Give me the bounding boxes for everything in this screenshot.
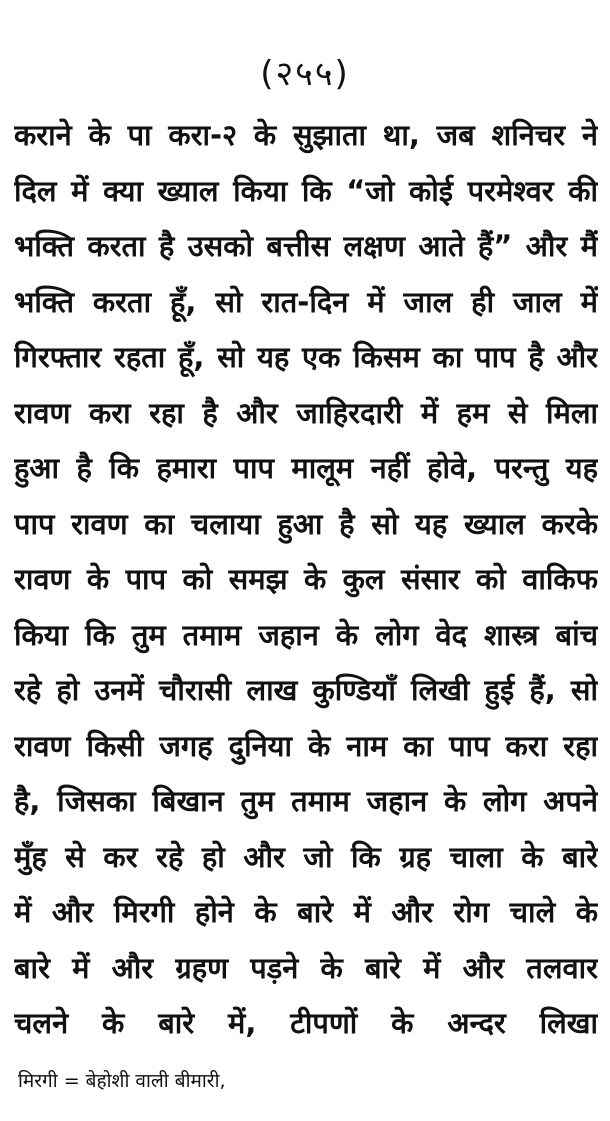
- text-line: भक्ति करता है उसको बत्तीस लक्षण आते हैं” और मैं: [14, 229, 598, 263]
- text-line: गिरफ्तार रहता हूँ, सो यह एक किसम का पाप है और: [14, 340, 598, 374]
- text-line: मुँह से कर रहे हो और जो कि ग्रह चाला के बारे: [14, 839, 598, 874]
- text-line: दिल में क्या ख्याल किया कि “जो कोई परमेश्वर की: [14, 173, 598, 208]
- text-line: किया कि तुम तमाम जहान के लोग वेद शास्त्र बांच: [14, 617, 598, 652]
- text-line: कराने के पा करा-२ के सुझाता था, जब शनिचर ने: [14, 118, 598, 152]
- text-line: में और मिरगी होने के बारे में और रोग चाले के: [14, 895, 598, 929]
- text-line: है, जिसका बिखान तुम तमाम जहान के लोग अपने: [14, 784, 598, 818]
- text-line: बारे में और ग्रहण पड़ने के बारे में और तलवार: [14, 950, 598, 985]
- footnote: मिरगी = बेहोशी वाली बीमारी,: [18, 1070, 226, 1092]
- text-line: रावण के पाप को समझ के कुल संसार को वाकिफ: [14, 562, 598, 596]
- text-line: पाप रावण का चलाया हुआ है सो यह ख्याल करके: [14, 506, 598, 541]
- text-line: चलने के बारे में, टीपणों के अन्दर लिखा: [14, 1006, 598, 1040]
- body-text: [14, 108, 598, 1052]
- page-number: (२५५): [260, 54, 350, 94]
- text-line: रहे हो उनमें चौरासी लाख कुण्डियाँ लिखी हुई हैं, सो: [14, 673, 598, 707]
- text-line: भक्ति करता हूँ, सो रात-दिन में जाल ही जाल में: [14, 284, 598, 319]
- text-line: रावण किसी जगह दुनिया के नाम का पाप करा रहा: [14, 728, 598, 763]
- text-line: रावण करा रहा है और जाहिरदारी में हम से मिला: [14, 395, 598, 430]
- text-line: हुआ है कि हमारा पाप मालूम नहीं होवे, परन्तु यह: [14, 451, 598, 485]
